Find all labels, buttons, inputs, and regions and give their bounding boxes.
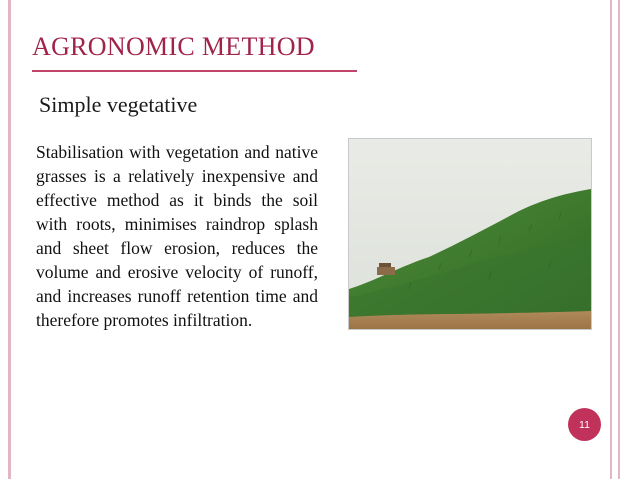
frame-line-left	[8, 0, 11, 479]
grass-slope-image	[349, 139, 591, 329]
title-underline	[32, 70, 357, 72]
frame-line-right-outer	[618, 0, 620, 479]
slide-subtitle: Simple vegetative	[39, 92, 198, 117]
frame-line-right-inner	[610, 0, 612, 479]
page-number-badge: 11	[568, 408, 601, 441]
slide-title: AGRONOMIC METHOD	[32, 32, 315, 61]
grass-slope-photo	[348, 138, 592, 330]
body-paragraph: Stabilisation with vegetation and native grasses is a relatively inexpensive and effective method as it binds the soil with roots, minimises raindrop splash and sheet flow erosion, reduces the volume and erosive velocity of runoff, and increases runoff retention time and therefore promotes infiltration.	[36, 142, 318, 330]
